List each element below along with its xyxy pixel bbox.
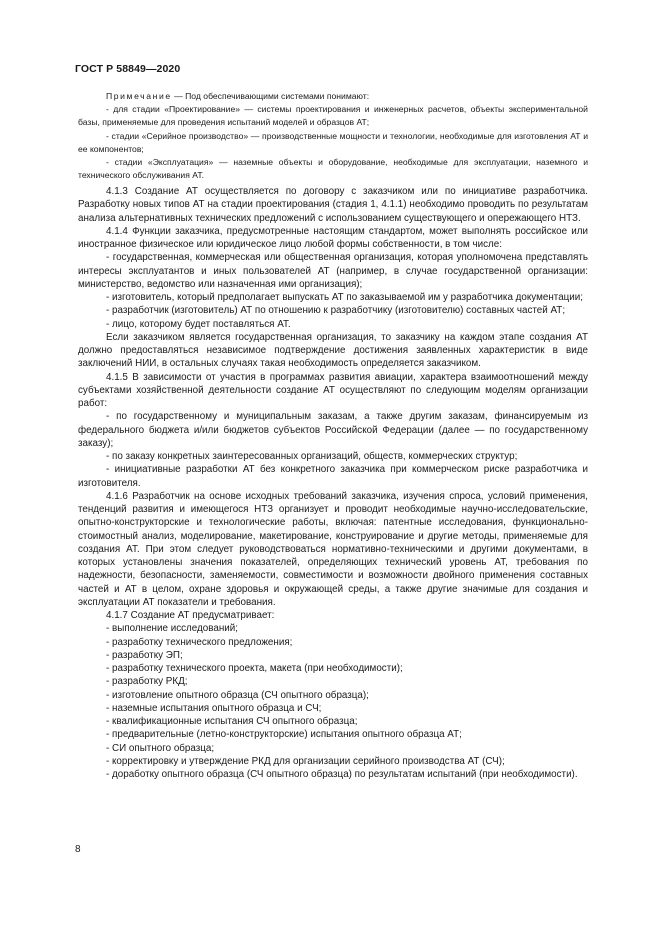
main-text [78,185,588,781]
note-item: - для стадии «Проектирование» — системы проектирования и инженерных расчетов, объекты экспериментальной базы, применяемые для проведения испытаний моделей и образцов АТ; [78,104,588,128]
note-item: - стадии «Серийное производство» — производственные мощности и технологии, необходимые для изготовления АТ и ее компонентов; [78,130,588,154]
list-item: - разработку РКД; [106,676,188,688]
paragraph: 4.1.3 Создание АТ осуществляется по договору с заказчиком или по инициативе разработчика. Разработку новых типов АТ на стадии проектирования (стадия 1, 4.1.1) необходимо проводить по результатам анализа альтернативных технических предложений с использованием существующего и опережающего НТЗ. [78,186,588,224]
list-item: - государственная, коммерческая или общественная организация, которая уполномочена представлять интересы эксплуатантов и иных пользователей АТ (например, в случае государственной организации: министерство, ведомство или назначенная ими организация); [78,252,588,290]
list-item: - разработку технического проекта, макета (при необходимости); [106,663,403,674]
note-intro [78,90,588,103]
note-block [78,90,588,182]
list-item: - изготовление опытного образца (СЧ опытного образца); [106,689,369,701]
list-item: - предварительные (летно-конструкторские) испытания опытного образца АТ; [106,729,462,741]
list-item: - по заказу конкретных заинтересованных организаций, обществ, коммерческих структур; [106,451,518,462]
note-item: - стадии «Эксплуатация» — наземные объекты и оборудование, необходимые для эксплуатации, наземного и технического обслуживания АТ. [78,157,588,181]
paragraph: Если заказчиком является государственная организация, то заказчику на каждом этапе создания АТ должно предоставляться независимое подтверждение достижения заявленных характеристик в виде заключений НИИ, в остальных случаях такая необходимость определяется заказчиком. [78,331,588,370]
note-intro-text: — Под обеспечивающими системами понимают: [171,91,370,101]
list-item: - разработку ЭП; [106,649,183,661]
paragraph: 4.1.4 Функции заказчика, предусмотренные настоящим стандартом, может выполнять российское или иностранное физическое или юридическое лицо любой формы собственности, в том числе: [78,225,588,250]
page-number: 8 [75,844,81,855]
list-item: - инициативные разработки АТ без конкретного заказчика при коммерческом риске разработчика и изготовителя. [78,464,588,489]
list-item: - лицо, которому будет поставляться АТ. [106,318,291,330]
list-item: - корректировку и утверждение РКД для организации серийного производства АТ (СЧ); [106,755,505,767]
paragraph: 4.1.7 Создание АТ предусматривает: [106,610,275,621]
list-item: - выполнение исследований; [106,623,239,635]
list-item: - разработчик (изготовитель) АТ по отношению к разработчику (изготовителю) составных частей АТ; [106,305,566,317]
list-item: - по государственному и муниципальным заказам, а также другим заказам, финансируемым из федерального бюджета и/или бюджетов субъектов Российской Федерации (далее — по государственному заказу); [78,411,588,449]
paragraph: 4.1.6 Разработчик на основе исходных требований заказчика, изучения спроса, условий применения, тенденций развития и имеющегося НТЗ организует и проводит необходимые научно-исследовательские, опытно-конструкторские и технологические работы, включая: патентные исследования, функционально-стоимостный анализ, моделирование, макетирование, конструирование и другие методы, применяемые для создания АТ. При этом следует руководствоваться нормативно-техническими и другими документами, в которых установлены значения показателей, определяющих технический уровень АТ, требования по надежности, безопасности, заменяемости, совместимости и возможности двойного применения составных частей и АТ в целом, охране здоровья и окружающей среды, а также другие значимые для создания и эксплуатации АТ показатели и требования. [78,490,588,608]
paragraph: 4.1.5 В зависимости от участия в программах развития авиации, характера взаимоотношений между субъектами хозяйственной деятельности создание АТ осуществляют по следующим моделям организации работ: [78,371,588,409]
list-item: - СИ опытного образца; [106,742,215,754]
list-item: - доработку опытного образца (СЧ опытного образца) по результатам испытаний (при необходимости). [106,769,578,780]
list-item: - квалификационные испытания СЧ опытного образца; [106,716,358,727]
note-label: Примечание [106,91,172,101]
list-item: - изготовитель, который предполагает выпускать АТ по заказываемой им у разработчика документации; [106,292,584,303]
list-item: - наземные испытания опытного образца и СЧ; [106,702,322,714]
document-header: ГОСТ Р 58849—2020 [75,63,181,75]
list-item: - разработку технического предложения; [106,636,293,648]
